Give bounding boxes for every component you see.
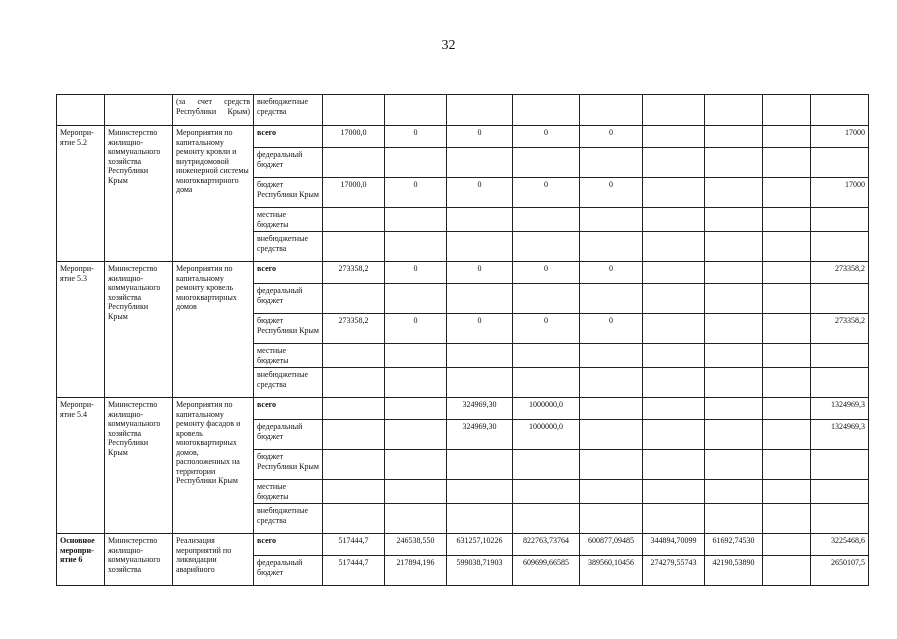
table-row <box>57 262 869 284</box>
value-cell <box>763 344 811 368</box>
table-row <box>57 95 869 126</box>
value-cell <box>513 368 580 398</box>
total-cell <box>811 450 869 480</box>
value-cell <box>643 314 705 344</box>
value-cell <box>580 450 643 480</box>
event-cell: Основное меропри-ятие 6 <box>57 534 105 586</box>
value-cell: 517444,7 <box>323 556 385 586</box>
value-cell <box>447 504 513 534</box>
table-row <box>57 126 869 148</box>
value-cell <box>763 178 811 208</box>
value-cell <box>643 450 705 480</box>
value-cell <box>580 420 643 450</box>
value-cell <box>705 148 763 178</box>
value-cell <box>763 232 811 262</box>
value-cell <box>447 450 513 480</box>
value-cell <box>447 148 513 178</box>
value-cell <box>513 450 580 480</box>
total-cell <box>811 232 869 262</box>
funding-source-cell: внебюджетные средства <box>254 504 323 534</box>
value-cell: 61692,74530 <box>705 534 763 556</box>
value-cell <box>513 480 580 504</box>
value-cell <box>705 314 763 344</box>
value-cell <box>513 284 580 314</box>
value-cell <box>643 262 705 284</box>
value-cell <box>323 504 385 534</box>
value-cell <box>763 420 811 450</box>
total-cell: 17000 <box>811 178 869 208</box>
value-cell <box>385 344 447 368</box>
value-cell <box>385 480 447 504</box>
value-cell <box>323 420 385 450</box>
executor-cell: Министерство жилищно-коммунального хозяйства <box>105 534 173 586</box>
value-cell <box>580 368 643 398</box>
value-cell <box>705 208 763 232</box>
funding-source-cell: федеральный бюджет <box>254 556 323 586</box>
funding-source-cell: всего <box>254 398 323 420</box>
total-cell: 3225468,6 <box>811 534 869 556</box>
value-cell <box>513 344 580 368</box>
event-cell: Меропри-ятие 5.4 <box>57 398 105 534</box>
total-cell <box>811 480 869 504</box>
value-cell: 0 <box>447 314 513 344</box>
value-cell: 1000000,0 <box>513 398 580 420</box>
description-cell: Мероприятия по капитальному ремонту кровли и внутридомовой инженерной системы многоквартирного дома <box>173 126 254 262</box>
value-cell <box>643 420 705 450</box>
value-cell: 0 <box>513 178 580 208</box>
value-cell <box>323 368 385 398</box>
funding-source-cell: всего <box>254 126 323 148</box>
value-cell <box>385 148 447 178</box>
value-cell <box>763 450 811 480</box>
value-cell: 0 <box>513 126 580 148</box>
description-cell: Реализация мероприятий по ликвидации аварийного <box>173 534 254 586</box>
value-cell <box>447 344 513 368</box>
value-cell <box>513 504 580 534</box>
value-cell: 0 <box>447 262 513 284</box>
value-cell: 517444,7 <box>323 534 385 556</box>
total-cell <box>811 208 869 232</box>
value-cell <box>705 178 763 208</box>
value-cell: 0 <box>580 314 643 344</box>
description-cell: (за счет средств Республики Крым) <box>173 95 254 126</box>
value-cell <box>513 232 580 262</box>
value-cell: 0 <box>385 178 447 208</box>
value-cell <box>385 208 447 232</box>
value-cell <box>763 284 811 314</box>
value-cell <box>643 148 705 178</box>
funding-source-cell: местные бюджеты <box>254 208 323 232</box>
funding-source-cell: всего <box>254 534 323 556</box>
total-cell <box>811 344 869 368</box>
value-cell: 822763,73764 <box>513 534 580 556</box>
value-cell: 631257,10226 <box>447 534 513 556</box>
value-cell <box>323 480 385 504</box>
value-cell <box>763 504 811 534</box>
description-cell: Мероприятия по капитальному ремонту фасадов и кровель многоквартирных домов, расположенных на территории Республики Крым <box>173 398 254 534</box>
funding-source-cell: бюджет Республики Крым <box>254 178 323 208</box>
value-cell <box>447 208 513 232</box>
funding-source-cell: местные бюджеты <box>254 344 323 368</box>
value-cell <box>580 504 643 534</box>
value-cell: 0 <box>447 178 513 208</box>
value-cell <box>763 368 811 398</box>
value-cell: 609699,66585 <box>513 556 580 586</box>
value-cell: 324969,30 <box>447 420 513 450</box>
value-cell <box>763 208 811 232</box>
value-cell: 324969,30 <box>447 398 513 420</box>
executor-cell: Министерство жилищно-коммунального хозяйства Республики Крым <box>105 262 173 398</box>
funding-source-cell: федеральный бюджет <box>254 148 323 178</box>
total-cell: 273358,2 <box>811 262 869 284</box>
value-cell <box>385 450 447 480</box>
value-cell <box>447 284 513 314</box>
value-cell: 0 <box>580 178 643 208</box>
value-cell <box>705 398 763 420</box>
value-cell <box>705 450 763 480</box>
value-cell <box>705 284 763 314</box>
value-cell: 0 <box>385 262 447 284</box>
value-cell <box>323 450 385 480</box>
value-cell <box>643 126 705 148</box>
value-cell: 1000000,0 <box>513 420 580 450</box>
funding-source-cell: всего <box>254 262 323 284</box>
value-cell <box>763 126 811 148</box>
funding-source-cell: бюджет Республики Крым <box>254 450 323 480</box>
event-cell: Меропри-ятие 5.3 <box>57 262 105 398</box>
value-cell: 217894,196 <box>385 556 447 586</box>
value-cell: 246538,550 <box>385 534 447 556</box>
total-cell <box>811 284 869 314</box>
value-cell: 42190,53890 <box>705 556 763 586</box>
value-cell: 0 <box>385 126 447 148</box>
value-cell <box>513 148 580 178</box>
value-cell <box>705 420 763 450</box>
value-cell: 0 <box>447 126 513 148</box>
table-row <box>57 534 869 556</box>
value-cell <box>385 284 447 314</box>
value-cell: 0 <box>513 262 580 284</box>
value-cell <box>323 232 385 262</box>
value-cell <box>643 398 705 420</box>
page-number: 32 <box>441 38 456 53</box>
description-cell: Мероприятия по капитальному ремонту кровель многоквартирных домов <box>173 262 254 398</box>
total-cell: 1324969,3 <box>811 420 869 450</box>
value-cell: 344894,70099 <box>643 534 705 556</box>
total-cell: 2650107,5 <box>811 556 869 586</box>
executor-cell: Министерство жилищно-коммунального хозяйства Республики Крым <box>105 398 173 534</box>
event-cell: Меропри-ятие 5.2 <box>57 126 105 262</box>
value-cell <box>763 556 811 586</box>
value-cell: 0 <box>513 314 580 344</box>
value-cell <box>705 232 763 262</box>
funding-source-cell: федеральный бюджет <box>254 284 323 314</box>
value-cell: 0 <box>385 314 447 344</box>
value-cell <box>705 504 763 534</box>
funding-source-cell: федеральный бюджет <box>254 420 323 450</box>
funding-source-cell: внебюджетные средства <box>254 368 323 398</box>
value-cell <box>447 480 513 504</box>
value-cell <box>580 208 643 232</box>
value-cell <box>323 398 385 420</box>
value-cell <box>705 262 763 284</box>
value-cell <box>643 178 705 208</box>
value-cell <box>447 368 513 398</box>
value-cell <box>323 208 385 232</box>
total-cell <box>811 368 869 398</box>
value-cell <box>323 148 385 178</box>
value-cell <box>705 344 763 368</box>
value-cell <box>643 368 705 398</box>
value-cell: 273358,2 <box>323 262 385 284</box>
total-cell: 1324969,3 <box>811 398 869 420</box>
value-cell: 389560,10456 <box>580 556 643 586</box>
value-cell <box>763 262 811 284</box>
value-cell <box>705 126 763 148</box>
value-cell: 17000,0 <box>323 178 385 208</box>
value-cell <box>643 232 705 262</box>
value-cell <box>580 284 643 314</box>
funding-source-cell: внебюджетные средства <box>254 95 323 126</box>
value-cell: 600877,09485 <box>580 534 643 556</box>
value-cell <box>580 480 643 504</box>
value-cell <box>763 148 811 178</box>
funding-source-cell: местные бюджеты <box>254 480 323 504</box>
value-cell <box>580 398 643 420</box>
funding-source-cell: бюджет Республики Крым <box>254 314 323 344</box>
value-cell <box>705 480 763 504</box>
value-cell: 599038,71903 <box>447 556 513 586</box>
value-cell <box>705 368 763 398</box>
budget-table <box>56 94 869 586</box>
value-cell <box>643 480 705 504</box>
value-cell: 273358,2 <box>323 314 385 344</box>
value-cell <box>580 148 643 178</box>
value-cell <box>385 368 447 398</box>
table-row <box>57 398 869 420</box>
value-cell <box>385 504 447 534</box>
value-cell <box>763 480 811 504</box>
total-cell <box>811 148 869 178</box>
value-cell <box>643 284 705 314</box>
value-cell <box>323 344 385 368</box>
funding-source-cell: внебюджетные средства <box>254 232 323 262</box>
value-cell: 274279,55743 <box>643 556 705 586</box>
value-cell <box>385 398 447 420</box>
value-cell: 0 <box>580 126 643 148</box>
value-cell <box>580 344 643 368</box>
total-cell: 273358,2 <box>811 314 869 344</box>
value-cell <box>385 232 447 262</box>
value-cell: 17000,0 <box>323 126 385 148</box>
value-cell <box>643 504 705 534</box>
value-cell <box>385 420 447 450</box>
value-cell <box>643 208 705 232</box>
value-cell <box>323 284 385 314</box>
value-cell <box>447 232 513 262</box>
total-cell: 17000 <box>811 126 869 148</box>
value-cell <box>763 398 811 420</box>
value-cell <box>513 208 580 232</box>
value-cell <box>763 314 811 344</box>
value-cell <box>580 232 643 262</box>
value-cell: 0 <box>580 262 643 284</box>
executor-cell: Министерство жилищно-коммунального хозяйства Республики Крым <box>105 126 173 262</box>
value-cell <box>763 534 811 556</box>
value-cell <box>643 344 705 368</box>
total-cell <box>811 504 869 534</box>
